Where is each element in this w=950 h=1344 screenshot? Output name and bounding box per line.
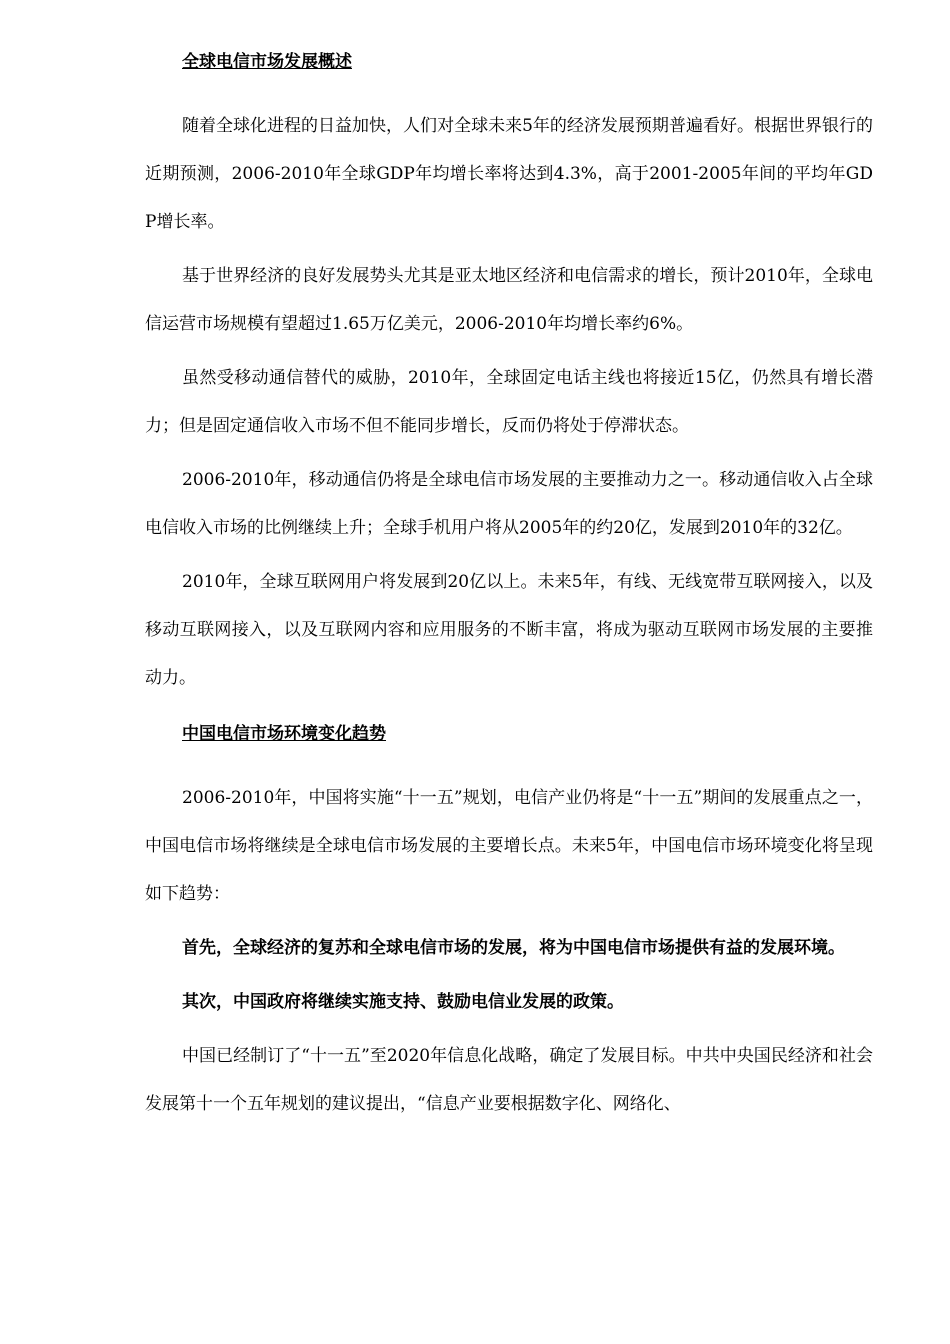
paragraph-first-trend: 首先，全球经济的复苏和全球电信市场的发展，将为中国电信市场提供有益的发展环境。: [182, 938, 845, 958]
paragraph-global-economy: 随着全球化进程的日益加快，人们对全球未来5年的经济发展预期普遍看好。根据世界银行的近期预测，2006-2010年全球GDP年均增长率将达到4.3%，高于2001-2005年间的平均年GDP增长率。: [145, 116, 873, 232]
paragraph-informatization-strategy: 中国已经制订了“十一五”至2020年信息化战略，确定了发展目标。中共中央国民经济和社会发展第十一个五年规划的建议提出，“信息产业要根据数字化、网络化、: [145, 1046, 873, 1114]
paragraph-china-five-year-plan: 2006-2010年，中国将实施“十一五”规划，电信产业仍将是“十一五”期间的发展重点之一，中国电信市场将继续是全球电信市场发展的主要增长点。未来5年，中国电信市场环境变化将呈现如下趋势：: [145, 788, 873, 904]
paragraph-second-trend: 其次，中国政府将继续实施支持、鼓励电信业发展的政策。: [182, 992, 624, 1012]
paragraph-telecom-market-size: 基于世界经济的良好发展势头尤其是亚太地区经济和电信需求的增长，预计2010年，全球电信运营市场规模有望超过1.65万亿美元，2006-2010年均增长率约6%。: [145, 266, 873, 334]
section-heading-china-market: 中国电信市场环境变化趋势: [182, 724, 386, 744]
document-body: [145, 48, 873, 1134]
section-heading-global-market: 全球电信市场发展概述: [182, 52, 352, 72]
paragraph-mobile: 2006-2010年，移动通信仍将是全球电信市场发展的主要推动力之一。移动通信收入占全球电信收入市场的比例继续上升；全球手机用户将从2005年的约20亿，发展到2010年的32亿。: [145, 470, 873, 538]
paragraph-internet: 2010年，全球互联网用户将发展到20亿以上。未来5年，有线、无线宽带互联网接入，以及移动互联网接入，以及互联网内容和应用服务的不断丰富，将成为驱动互联网市场发展的主要推动力。: [145, 572, 873, 688]
paragraph-fixed-line: 虽然受移动通信替代的威胁，2010年，全球固定电话主线也将接近15亿，仍然具有增长潜力；但是固定通信收入市场不但不能同步增长，反而仍将处于停滞状态。: [145, 368, 873, 436]
